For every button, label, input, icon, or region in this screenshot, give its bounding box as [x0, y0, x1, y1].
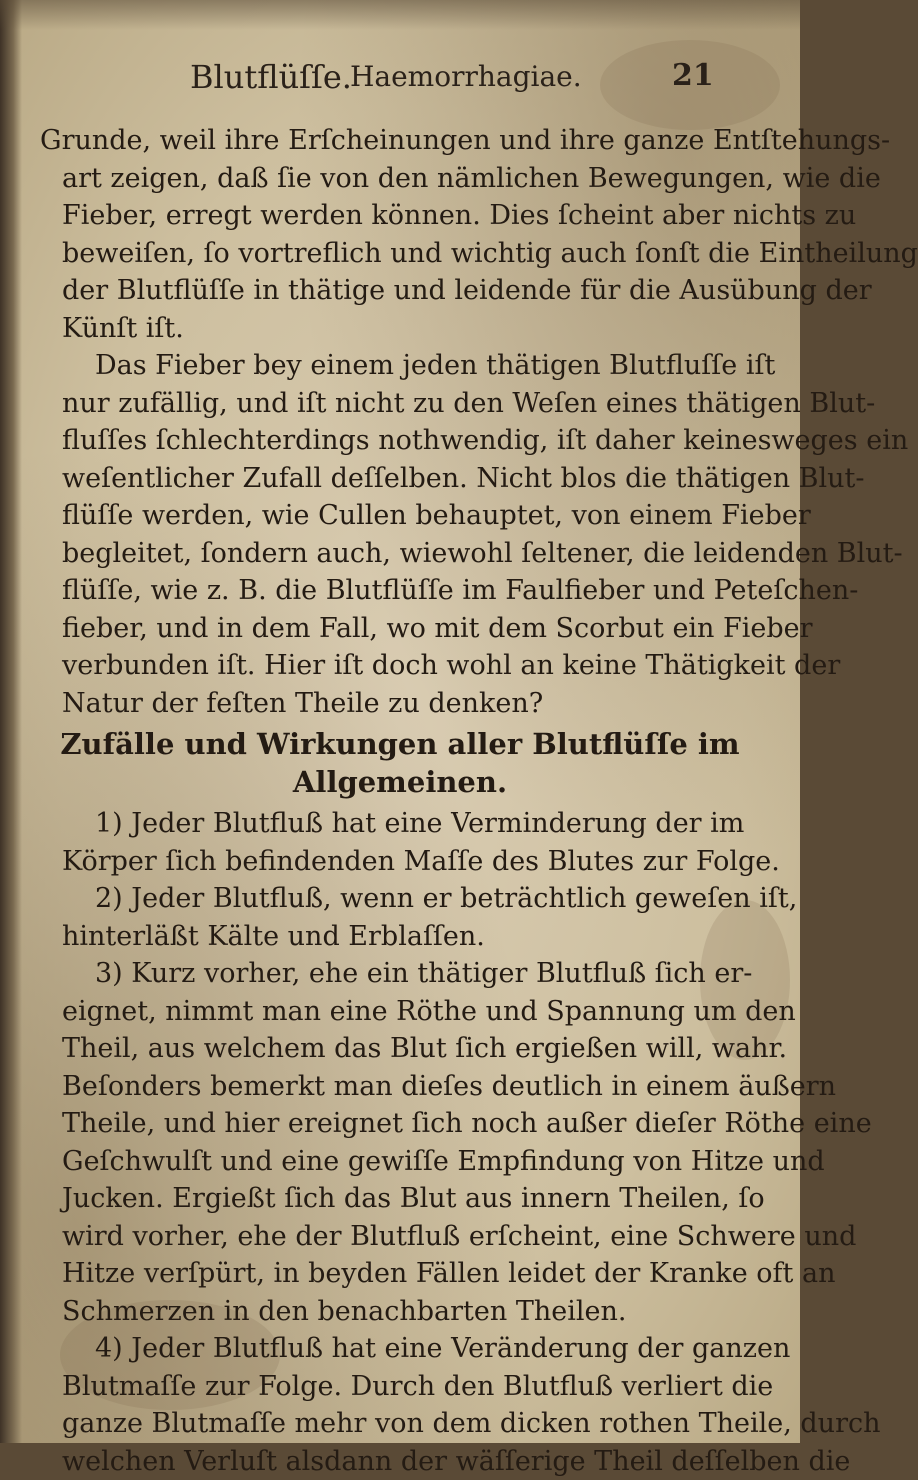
text-line: 1) Jeder Blutfluß hat eine Verminderung der im [40, 805, 760, 843]
text-line: beweiſen, ſo vortreflich und wichtig auch ſonſt die Eintheilung [40, 235, 760, 273]
text-line: Blutmaſſe zur Folge. Durch den Blutfluß verliert die [40, 1368, 760, 1406]
header-title: Blutflüſſe. [190, 58, 352, 96]
text-line: 2) Jeder Blutfluß, wenn er beträchtlich geweſen iſt, [40, 880, 760, 918]
text-line: 3) Kurz vorher, ehe ein thätiger Blutfluß ſich er- [40, 955, 760, 993]
text-line: Schmerzen in den benachbarten Theilen. [40, 1293, 760, 1331]
header-latin-title: Haemorrhagiae. [350, 60, 582, 93]
text-line: hinterläßt Kälte und Erblaſſen. [40, 918, 760, 956]
text-line: Geſchwulſt und eine gewiſſe Empfindung von Hitze und [40, 1143, 760, 1181]
text-line: Theile, und hier ereignet ſich noch außer dieſer Röthe eine [40, 1105, 760, 1143]
section-heading: Zufälle und Wirkungen aller Blutflüſſe im [40, 726, 760, 764]
text-line: der Blutflüſſe in thätige und leidende für die Ausübung der [40, 272, 760, 310]
text-line: flüſſe werden, wie Cullen behauptet, von einem Fieber [40, 497, 760, 535]
section-heading: Allgemeinen. [40, 764, 760, 802]
text-line: verbunden iſt. Hier iſt doch wohl an keine Thätigkeit der [40, 647, 760, 685]
text-line: Jucken. Ergießt ſich das Blut aus innern Theilen, ſo [40, 1180, 760, 1218]
text-line: wird vorher, ehe der Blutfluß erſcheint, eine Schwere und [40, 1218, 760, 1256]
text-line: nur zufällig, und iſt nicht zu den Weſen eines thätigen Blut- [40, 385, 760, 423]
page-top-shadow [0, 0, 800, 30]
text-line: Natur der feſten Theile zu denken? [40, 685, 760, 723]
text-line: Künſt iſt. [40, 310, 760, 348]
text-line: Grunde, weil ihre Erſcheinungen und ihre ganze Entſtehungs- [40, 122, 760, 160]
text-line: begleitet, ſondern auch, wiewohl ſeltener, die leidenden Blut- [40, 535, 760, 573]
text-line: art zeigen, daß ſie von den nämlichen Bewegungen, wie die [40, 160, 760, 198]
text-line: Hitze verſpürt, in beyden Fällen leidet der Kranke oft an [40, 1255, 760, 1293]
text-line: flüſſe, wie z. B. die Blutflüſſe im Faulfieber und Peteſchen- [40, 572, 760, 610]
text-line: welchen Verluſt alsdann der wäſſerige Theil deſſelben die [40, 1443, 760, 1480]
text-line: 4) Jeder Blutfluß hat eine Veränderung der ganzen [40, 1330, 760, 1368]
text-line: Körper ſich befindenden Maſſe des Blutes zur Folge. [40, 843, 760, 881]
text-line: Theil, aus welchem das Blut ſich ergießen will, wahr. [40, 1030, 760, 1068]
text-line: fieber, und in dem Fall, wo mit dem Scorbut ein Fieber [40, 610, 760, 648]
text-line: weſentlicher Zufall deſſelben. Nicht blos die thätigen Blut- [40, 460, 760, 498]
page-number: 21 [672, 58, 714, 93]
body-text [40, 122, 760, 1480]
page-edge-shadow [0, 0, 22, 1443]
text-line: Das Fieber bey einem jeden thätigen Blutfluſſe iſt [40, 347, 760, 385]
text-line: Fieber, erregt werden können. Dies ſcheint aber nichts zu [40, 197, 760, 235]
text-line: eignet, nimmt man eine Röthe und Spannung um den [40, 993, 760, 1031]
text-line: fluſſes ſchlechterdings nothwendig, iſt daher keinesweges ein [40, 422, 760, 460]
text-line: ganze Blutmaſſe mehr von dem dicken rothen Theile, durch [40, 1405, 760, 1443]
text-line: Beſonders bemerkt man dieſes deutlich in einem äußern [40, 1068, 760, 1106]
running-header [0, 52, 800, 102]
